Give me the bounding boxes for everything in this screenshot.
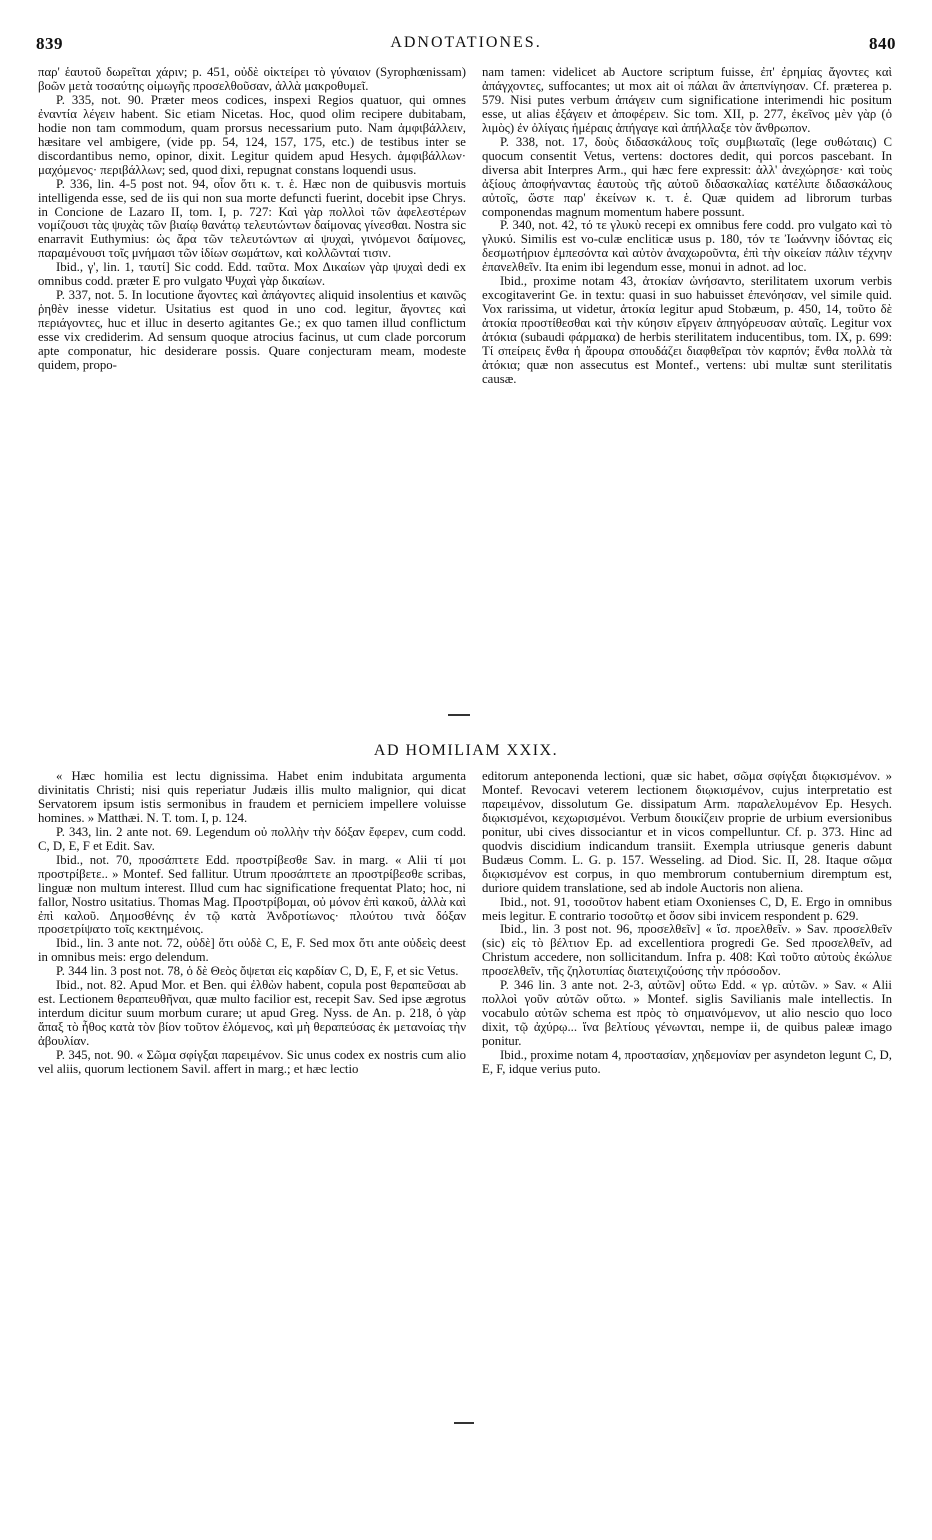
note-paragraph: nam tamen: videlicet ab Auctore scriptum fuisse, ἐπ' ἐρημίας ἄγοντες καὶ ἀπάγχοντες, suffocantes; ut mox ait οἱ πάλαι ἂν ἀπεπνίγησαν. Cf. præterea p. 579. Nisi putes verbum ἀπάγειν cum significatione interimendi hic positum esse, ut alias ἐξάγειν et ἀποφέρειν. Sic tom. XII, p. 277, ἐκεῖνος μὲν γὰρ (ὁ λιμὸς) ἐν ὀλίγαις ἡμέραις ἀπήγαγε καὶ ἀπήλλαξε τὸν ἄνθρωπον. — [482, 65, 892, 135]
column-top-right — [482, 66, 892, 387]
note-paragraph: P. 335, not. 90. Præter meos codices, inspexi Regios quatuor, qui omnes ἐναντία λέγειν habent. Sic etiam Nicetas. Hoc, quod olim recipere dubitabam, hodie non tam commodum, quam prorsus necessarium puto. Nam ἀμφιβάλλειν, hæsitare vel ambigere, (vide pp. 54, 124, 157, 175, etc.) de testibus inter se discordantibus nemo, opinor, dixit. Legitur quidem apud Hesych. ἀμφιβάλλων· μαχόμενος· περιβάλλων; sed, quod dixi, repugnat constans loquendi usus. — [38, 92, 466, 177]
page-number-left: 839 — [36, 34, 63, 53]
note-paragraph: « Hæc homilia est lectu dignissima. Habet enim indubitata argumenta divinitatis Christi; nisi quis reperiatur Judæis illis multo malignior, qui dicat Servatorem ipsum istis sermonibus in fraudem et perniciem impellere voluisse homines. » Matthæi. N. T. tom. I, p. 124. — [38, 769, 466, 825]
note-paragraph: P. 343, lin. 2 ante not. 69. Legendum οὐ πολλὴν τὴν δόξαν ἔφερεν, cum codd. C, D, E, F et Edit. Sav. — [38, 824, 466, 853]
note-paragraph: Ibid., γ', lin. 1, ταυτί] Sic codd. Edd. ταῦτα. Mox Δικαίων γὰρ ψυχαὶ dedi ex omnibus codd. præter E pro vulgato Ψυχαὶ γὰρ δικαίων. — [38, 260, 466, 289]
note-paragraph: Ibid., not. 91, τοσοῦτον habent etiam Oxonienses C, D, E. Ergo in omnibus meis legitur. E contrario τοσοῦτῳ et ὅσον sibi invicem respondent p. 629. — [482, 894, 892, 923]
note-paragraph: P. 337, not. 5. In locutione ἄγοντες καὶ ἀπάγοντες aliquid insolentius et καινῶς ῥηθὲν inesse videtur. Usitatius est quod in uno cod. legitur, ἄγοντες καὶ περιάγοντες, huc et illuc in deserto agitantes Ge.; ex quo tamen illud conflictum esse vix crediderim. Ad sensum quoque atrocius facinus, ut cum clade porcorum apte componatur, hic desiderare possis. Quare conjecturam meam, modeste quidem, propo- — [38, 288, 466, 373]
note-paragraph: editorum anteponenda lectioni, quæ sic habet, σῶμα σφίγξαι διῳκισμένον. » Montef. Revocavi veterem lectionem διῳκισμένον, cujus interpretatio est παρειμένον, dissolutum Ge. dissipatum Arm. παραλελυμένον Ep. Hesych. διῳκισμένοι, κεχωρισμένοι. Verbum διοικίζειν proprie de urbium eversionibus ponitur, ubi cives dissociantur et in vicos compelluntur. Cf. p. 373. Hinc ad quodvis discidium indicandum transiit. Exempla utriusque generis dabunt Budæus Comm. L. G. p. 157. Wesseling. ad Diod. Sic. II, 28. Itaque σῶμα διῳκισμένον est corpus, in quo membrorum contubernium diremptum est, duriore quidem translatione, sed ab indole Auctoris non aliena. — [482, 769, 892, 895]
section-title: AD HOMILIAM XXIX. — [373, 742, 559, 759]
note-paragraph: Ibid., not. 82. Apud Mor. et Ben. qui ἐλθὼν habent, copula post θεραπεῦσαι ab est. Lectionem θεραπευθῆναι, quæ multo facilior est, recepit Sav. Sed ipse ægrotus interdum dicitur suum morbum curare; ut apud Greg. Nyss. de An. p. 218, ὁ γὰρ ἅπαξ τὸ ἦθος κατὰ τὸν βίον τοῦτον ἑλόμενος, καὶ μὴ θεραπεύσας ἐκ μετανοίας τὴν ἀβουλίαν. — [38, 978, 466, 1049]
note-paragraph: P. 336, lin. 4-5 post not. 94, οἷον ὅτι κ. τ. ἑ. Hæc non de quibusvis mortuis intelligenda esse, sed de iis qui non sua morte defuncti fuerint, docebit ipse Chrys. in Concione de Lazaro II, tom. I, p. 727: Καὶ γὰρ πολλοὶ τῶν ἀφελεστέρων νομίζουσι τὰς ψυχὰς τῶν βιαίῳ θανάτῳ τελευτώντων δαίμονας γίνεσθαι. Nostra sic enarravit Euthymius: ὡς ἄρα τῶν τελευτώντων αἱ ψυχαὶ, γινόμενοι δαίμονες, παραμένουσι τοῖς μνήμασι τῶν ἰδίων σωμάτων, καὶ κολλῶνταί τισιν. — [38, 176, 466, 261]
note-paragraph: P. 344 lin. 3 post not. 78, ὁ δὲ Θεὸς ὄψεται εἰς καρδίαν C, D, E, F, et sic Vetus. — [56, 964, 459, 979]
note-paragraph: Ibid., lin. 3 post not. 96, προσελθεῖν] « ἴσ. προελθεῖν. » Sav. προσελθεῖν (sic) εἰς τὸ βέλτιον Ep. ad excellentiora progredi Ge. Sed προσελθεῖν, ad Christum accedere, non sollicitandum. Infra p. 408: Καὶ τοῦτο αὐτοὺς ἐκώλυε προσελθεῖν, τῆς ζηλοτυπίας διατειχιζούσης τὴν πρόσοδον. — [482, 922, 892, 979]
column-top-left — [38, 66, 466, 373]
page-header — [36, 34, 896, 58]
note-paragraph: παρ' ἑαυτοῦ δωρεῖται χάριν; p. 451, οὐδὲ οἰκτείρει τὸ γύναιον (Syrophœnissam) βοῶν μετὰ τοσαύτης οἰμωγῆς προσελθοῦσαν, ἀλλὰ μακροθυμεῖ. — [38, 65, 466, 93]
note-paragraph: Ibid., proxime notam 4, προστασίαν, χηδεμονίαν per asyndeton legunt C, D, E, F, idque verius puto. — [482, 1048, 892, 1077]
note-paragraph: P. 345, not. 90. « Σῶμα σφίγξαι παρειμένον. Sic unus codex ex nostris cum alio vel aliis, quorum lectionem Savil. affert in marg.; et hæc lectio — [38, 1048, 466, 1077]
page-number-right: 840 — [869, 34, 896, 53]
end-divider — [454, 1422, 474, 1424]
note-paragraph: Ibid., not. 70, προσάπτετε Edd. προστρίβεσθε Sav. in marg. « Alii τί μοι προστρίβετε.. » Montef. Sed fallitur. Utrum προσάπτετε an προστρίβεσθε scribas, linguæ non multum interest. Illud cum hac significatione frequentat Plato; hoc, ni fallor, Nostro usitatius. Thomas Mag. Προστρίβομαι, οὐ μόνον ἐπὶ κακοῦ, ἀλλὰ καὶ ἐπὶ καλοῦ. Δημοσθένης ἐν τῷ κατὰ Ἀνδροτίωνος· πλούτου τινὰ δόξαν προσετρίψατο τοῖς κεκτημένοις. — [38, 852, 466, 937]
note-paragraph: P. 346 lin. 3 ante not. 2-3, αὐτῶν] οὕτω Edd. « γρ. αὐτῶν. » Sav. « Alii πολλοὶ γοῦν αὐτῶν οὕτω. » Montef. siglis Savilianis male intellectis. In vocabulo αὐτῶν schema est πρὸς τὸ σημαινόμενον, ut alio nescio quo loco dixit, τῷ ἀχύρῳ... ἵνα βελτίους γένωνται, nempe ii, de quibus paleæ imago ponitur. — [482, 978, 892, 1049]
note-paragraph: Ibid., proxime notam 43, ἀτοκίαν ὠνήσαντο, sterilitatem uxorum verbis excogitaverint Ge. in textu: quasi in suo habuisset ἐπενόησαν, vel simile quid. Vox rarissima, ut videtur, ἀτοκία legitur apud Stobæum, p. 450, 14, τοῦτο δὲ ἀτοκία προστίθεσθαι καὶ τὴν κύησιν εἴργειν ἀπηγόρευσαν αὐταῖς. Legitur vox ἀτόκια (subaudi φάρμακα) de herbis sterilitatem inducentibus, tom. IX, p. 699: Τί σπείρεις ἔνθα ἡ ἄρουρα σπουδάζει διαφθεῖραι τὸν καρπόν; ἔνθα πολλὰ τὰ ἀτόκια; quæ non assecutus est Montef., vertens: ubi multæ sunt sterilitatis causæ. — [482, 274, 892, 386]
running-head: ADNOTATIONES. — [390, 34, 542, 51]
note-paragraph: Ibid., lin. 3 ante not. 72, οὐδὲ] ὅτι οὐδὲ C, E, F. Sed mox ὅτι ante οὐδεὶς deest in omnibus meis: ergo delendum. — [38, 936, 466, 965]
column-bottom-right — [482, 770, 892, 1077]
note-paragraph: P. 338, not. 17, δοὺς διδασκάλους τοῖς συμβιωταῖς (lege συθώταις) C quocum consentit Vetus, vertens: doctores dedit, qui porcos pascebant. In diversa abit Interpres Arm., qui hæc fere expressit: ἀλλ' ἀνεχώρησε· καὶ τοὺς ἀξίους ἀποφήναντας ἑαυτοὺς τῆς αὐτοῦ διδασκαλίας κατέλιπε διδασκάλους αὐτοῖς, ὥστε παρ' ἐκείνων κ. τ. ἑ. Quæ quidem ad librorum turbas componendas magnum momentum habere possunt. — [482, 134, 892, 219]
section-divider — [448, 714, 470, 716]
column-bottom-left — [38, 770, 466, 1077]
note-paragraph: P. 340, not. 42, τό τε γλυκὺ recepi ex omnibus fere codd. pro vulgato καὶ τὸ γλυκύ. Similis est vo-culæ encliticæ usus p. 180, τόν τε Ἰωάννην ἰδόντας εἰς δεσμωτήριον ἐμπεσόντα καὶ αὐτὸν ἀναχωροῦντα, ἐπὶ τὴν οἰκείαν πάλιν τέχνην ἐπανελθεῖν. Ita enim ibi legendum esse, monui in adnot. ad loc. — [482, 218, 892, 275]
